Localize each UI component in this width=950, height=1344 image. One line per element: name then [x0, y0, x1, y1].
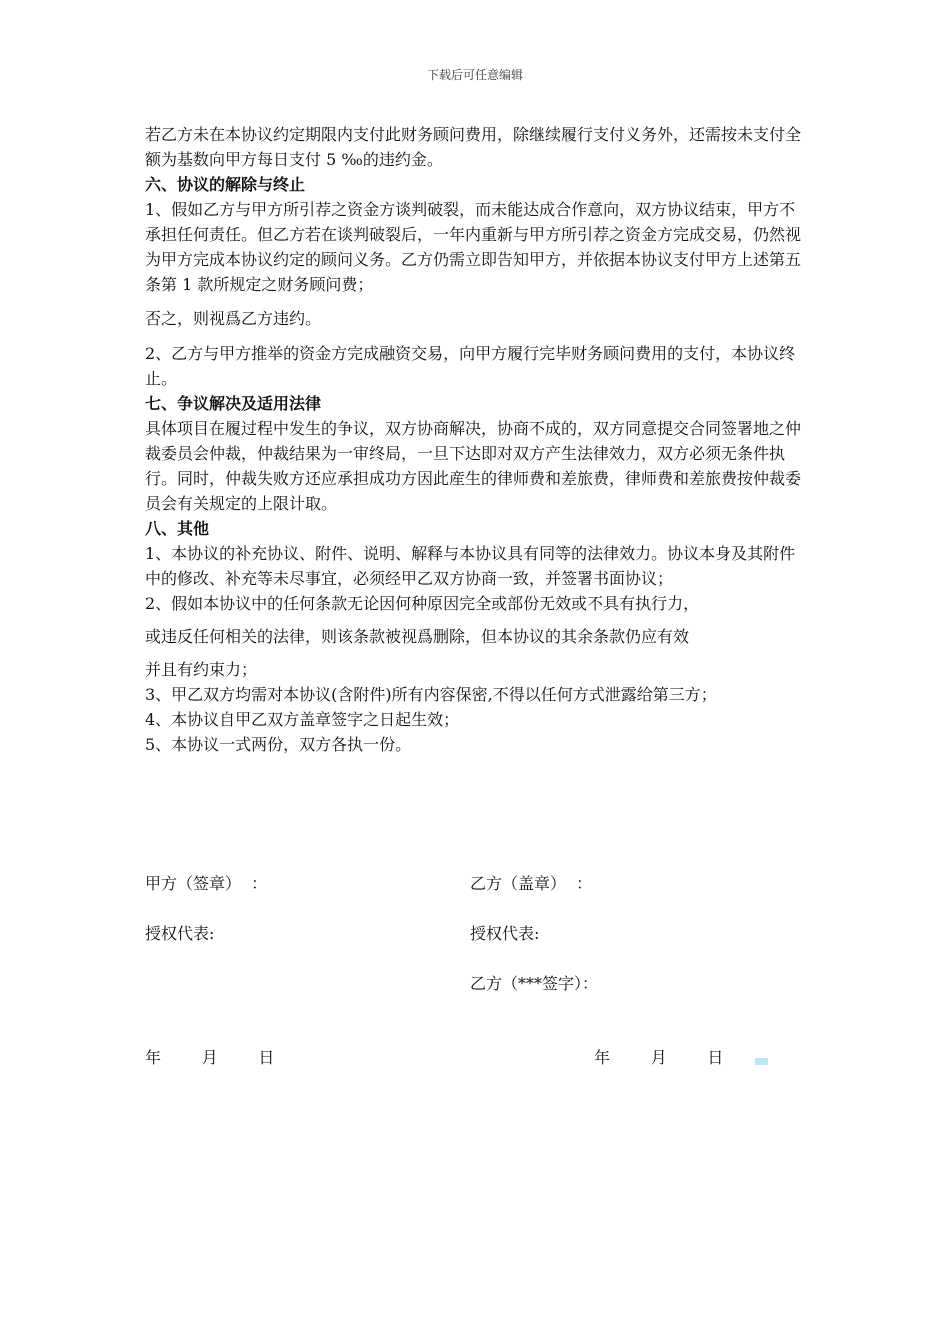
section-6-clause-1: 1、假如乙方与甲方所引荐之资金方谈判破裂，而未能达成合作意向，双方协议结束，甲方不承担任何责任。但乙方若在谈判破裂后，一年内重新与甲方所引荐之资金方完成交易，仍然视为甲方完成本协议约定的顾问义务。乙方仍需立即告知甲方，并依据本协议支付甲方上述第五条第 1 款所规定之财务顾问费；: [145, 200, 802, 294]
section-8-clause-3: 3、甲乙双方均需对本协议(含附件)所有内容保密,不得以任何方式泄露给第三方；: [145, 685, 717, 704]
party-a-representative-label: 授权代表:: [145, 924, 215, 943]
party-b-date-line: 年 月 日: [594, 1048, 724, 1067]
agreement-body: [145, 122, 810, 757]
party-a-seal-label: 甲方（签章） ：: [145, 874, 268, 893]
party-b-seal-label: 乙方（盖章） ：: [470, 874, 593, 893]
party-a-date-line: 年 月 日: [145, 1048, 275, 1067]
section-8-title: 八、其他: [145, 519, 210, 538]
section-8-clause-4: 4、本协议自甲乙双方盖章签字之日起生效；: [145, 710, 460, 729]
section-8-clause-1: 1、本协议的补充协议、附件、说明、解释与本协议具有同等的法律效力。协议本身及其附件中的修改、补充等未尽事宜，必须经甲乙双方协商一致，并签署书面协议；: [145, 544, 796, 588]
section-6-clause-2: 2、乙方与甲方推举的资金方完成融资交易，向甲方履行完毕财务顾问费用的支付，本协议终止。: [145, 344, 796, 388]
section-8-clause-2-line-2: 或违反任何相关的法律，则该条款被视爲删除，但本协议的其余条款仍应有效: [145, 627, 690, 646]
section-7-title: 七、争议解决及适用法律: [145, 394, 322, 413]
download-note: 下载后可任意编辑: [426, 68, 523, 82]
section-6-clause-1-cont: 否之，则视爲乙方违约。: [145, 309, 322, 328]
section-8-clause-2-line-3: 并且有约束力；: [145, 660, 258, 679]
party-b-signature-label: 乙方（***签字）：: [470, 974, 599, 993]
section-6-title: 六、协议的解除与终止: [145, 175, 306, 194]
section-7-clause: 具体项目在履过程中发生的争议，双方协商解决，协商不成的，双方同意提交合同签署地之仲裁委员会仲裁，仲裁结果为一审终局，一旦下达即对双方产生法律效力，双方必须无条件执行。同时，仲裁失败方还应承担成功方因此産生的律师费和差旅费，律师费和差旅费按仲裁委员会有关规定的上限计取。: [145, 419, 802, 513]
section-8-clause-5: 5、本协议一式两份，双方各执一份。: [145, 735, 412, 754]
paragraph-penalty: 若乙方未在本协议约定期限内支付此财务顾问费用，除继续履行支付义务外，还需按未支付全额为基数向甲方每日支付 5 ‰的违约金。: [145, 125, 802, 169]
highlight-mark: [755, 1058, 768, 1065]
section-8-clause-2-line-1: 2、假如本协议中的任何条款无论因何种原因完全或部份无效或不具有执行力，: [145, 594, 700, 613]
party-b-representative-label: 授权代表:: [470, 924, 540, 943]
